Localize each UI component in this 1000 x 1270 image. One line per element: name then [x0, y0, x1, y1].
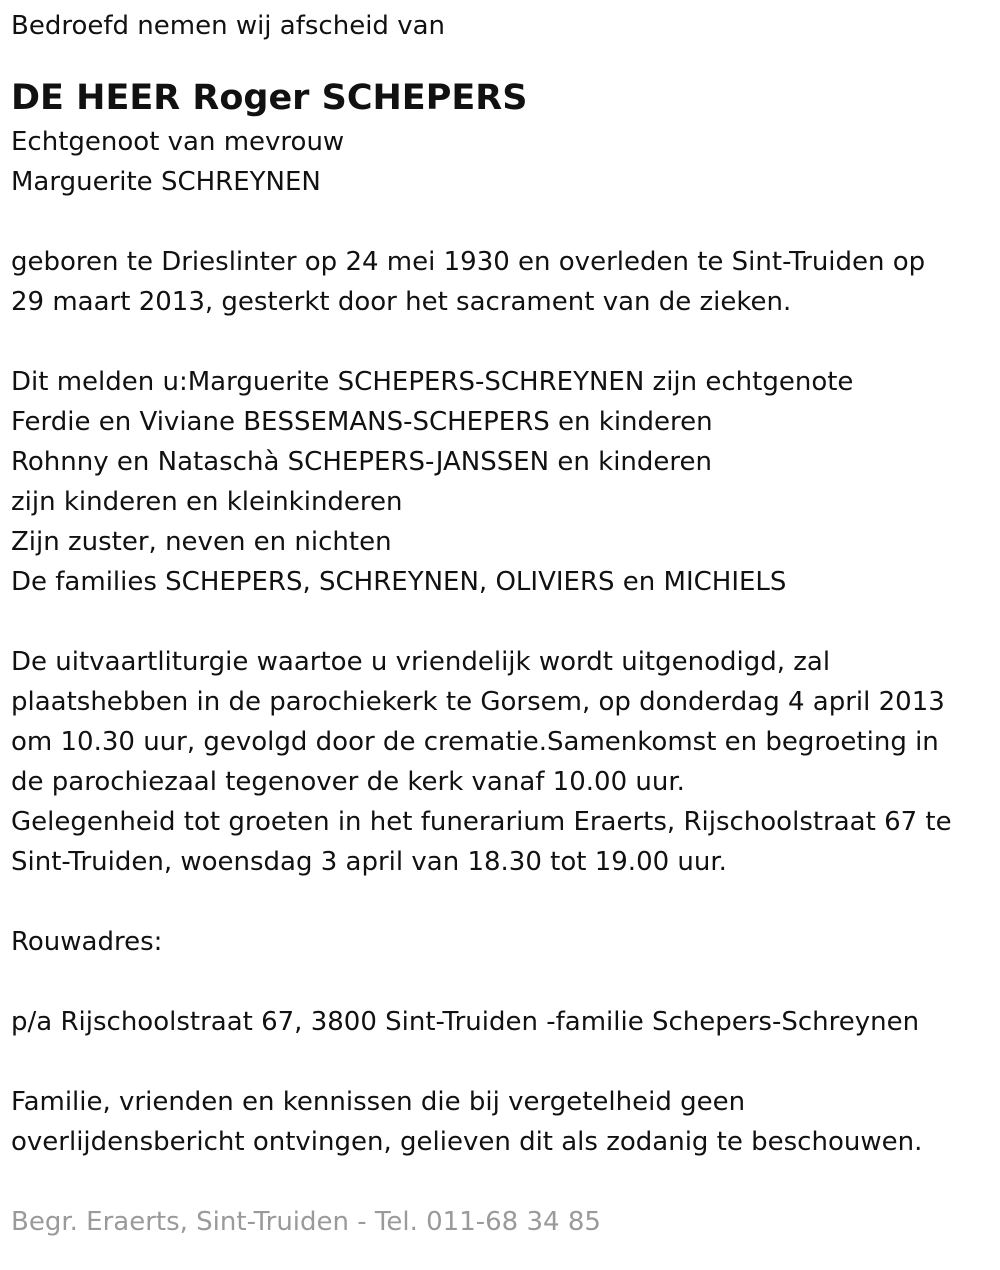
family-line: Dit melden u:Marguerite SCHEPERS-SCHREYNEN zijn echtgenote [11, 367, 854, 397]
spacer [11, 322, 991, 362]
birth-death-block [11, 242, 991, 322]
spacer [11, 962, 991, 1002]
ceremony-line: de parochiezaal tegenover de kerk vanaf 10.00 uur. [11, 767, 685, 797]
birth-death-line: geboren te Drieslinter op 24 mei 1930 en overleden te Sint-Truiden op [11, 247, 926, 277]
family-line: Rohnny en Nataschà SCHEPERS-JANSSEN en kinderen [11, 447, 712, 477]
ceremony-line: De uitvaartliturgie waartoe u vriendelijk wordt uitgenodigd, zal [11, 647, 831, 677]
family-line: Ferdie en Viviane BESSEMANS-SCHEPERS en kinderen [11, 407, 713, 437]
spouse-block [11, 122, 991, 202]
family-line: De families SCHEPERS, SCHREYNEN, OLIVIERS en MICHIELS [11, 567, 787, 597]
address-label: Rouwadres: [11, 927, 163, 957]
notice-block [11, 1082, 991, 1162]
family-block [11, 362, 991, 602]
spacer [11, 202, 991, 242]
ceremony-line: Gelegenheid tot groeten in het funerarium Eraerts, Rijschoolstraat 67 te [11, 807, 952, 837]
intro-text: Bedroefd nemen wij afscheid van [11, 11, 445, 41]
ceremony-line: om 10.30 uur, gevolgd door de crematie.Samenkomst en begroeting in [11, 727, 939, 757]
ceremony-line: plaatshebben in de parochiekerk te Gorsem, op donderdag 4 april 2013 [11, 687, 945, 717]
spouse-line: Marguerite SCHREYNEN [11, 167, 321, 197]
spouse-line: Echtgenoot van mevrouw [11, 127, 345, 157]
ceremony-block [11, 642, 991, 882]
spacer [11, 882, 991, 922]
notice-line: overlijdensbericht ontvingen, gelieven dit als zodanig te beschouwen. [11, 1127, 923, 1157]
ceremony-line: Sint-Truiden, woensdag 3 april van 18.30 tot 19.00 uur. [11, 847, 727, 877]
obituary-document [11, 6, 991, 1242]
funeral-home-footer: Begr. Eraerts, Sint-Truiden - Tel. 011-68 34 85 [11, 1207, 601, 1237]
spacer [11, 602, 991, 642]
spacer [11, 1162, 991, 1202]
deceased-name: DE HEER Roger SCHEPERS [11, 78, 528, 118]
family-line: Zijn zuster, neven en nichten [11, 527, 392, 557]
notice-line: Familie, vrienden en kennissen die bij vergetelheid geen [11, 1087, 746, 1117]
address-line: p/a Rijschoolstraat 67, 3800 Sint-Truiden -familie Schepers-Schreynen [11, 1007, 920, 1037]
birth-death-line: 29 maart 2013, gesterkt door het sacrament van de zieken. [11, 287, 792, 317]
spacer [11, 1042, 991, 1082]
family-line: zijn kinderen en kleinkinderen [11, 487, 403, 517]
